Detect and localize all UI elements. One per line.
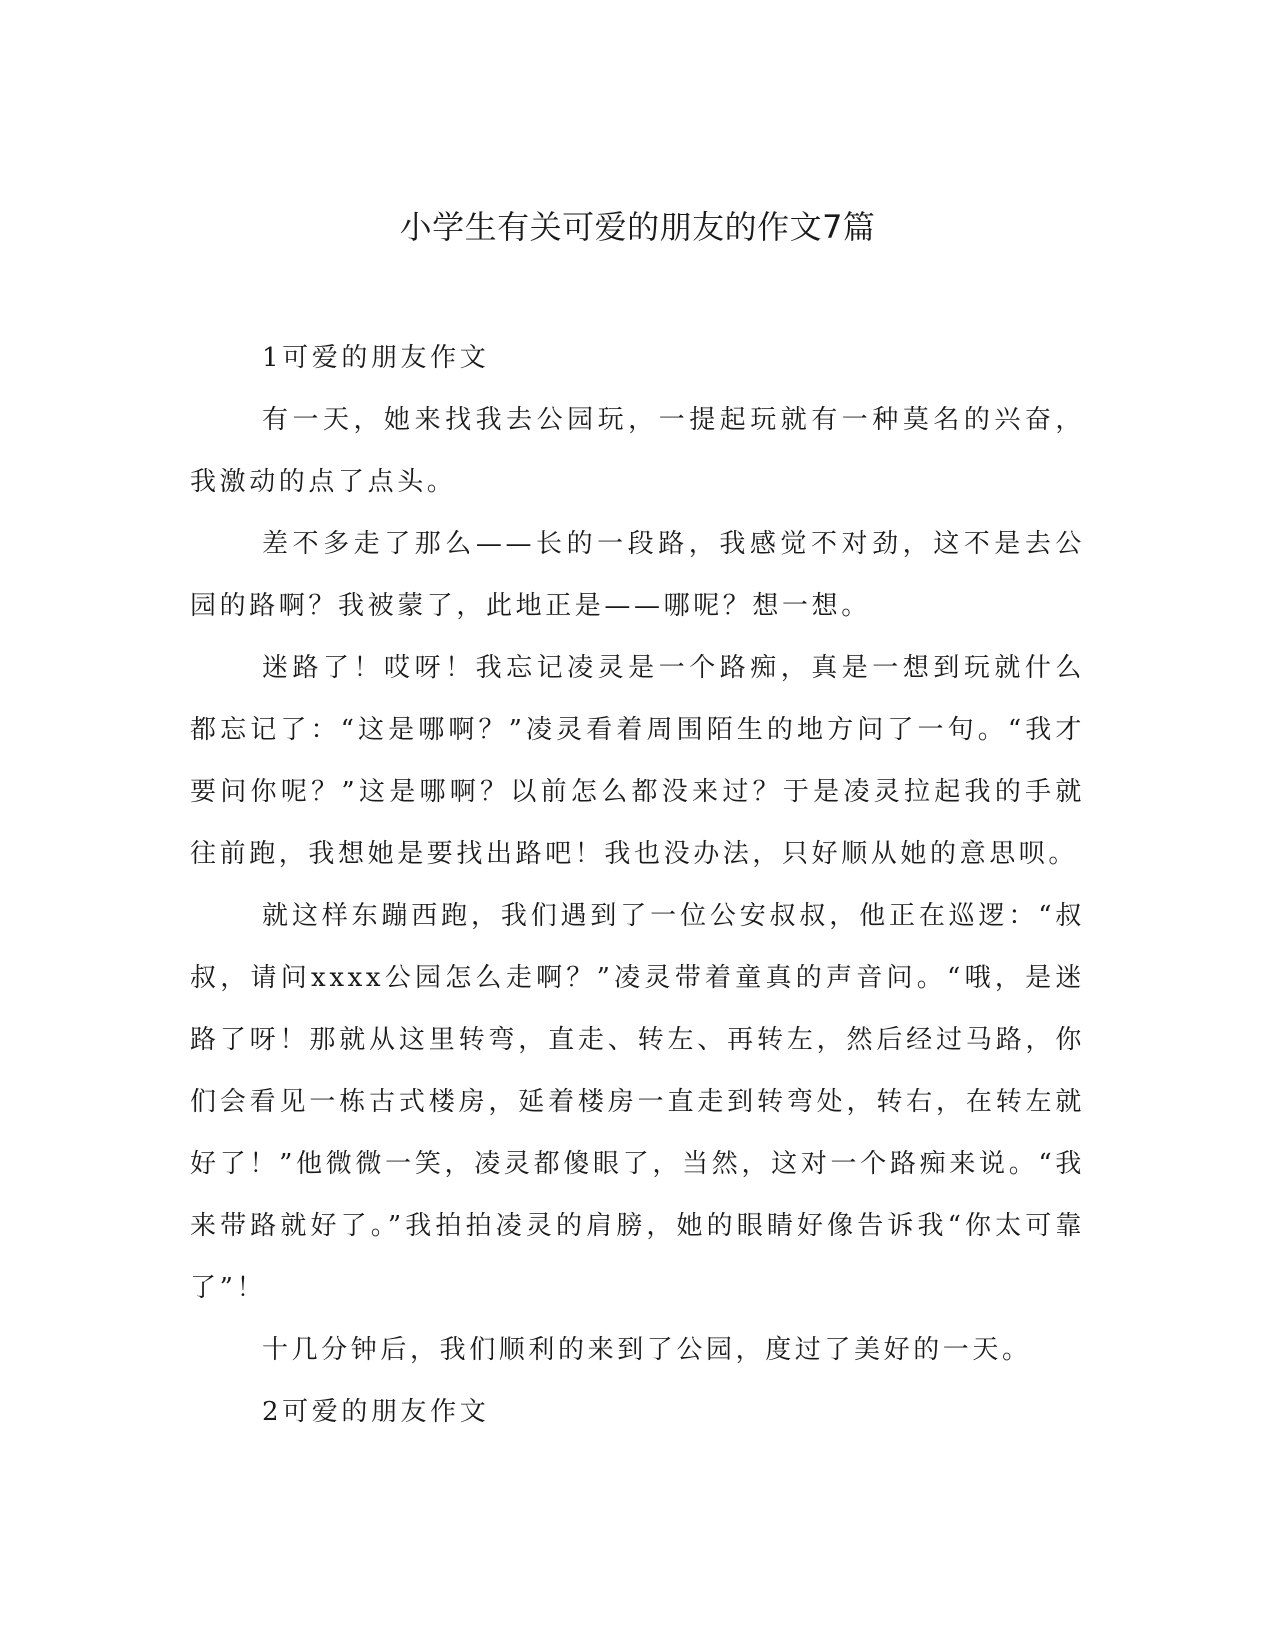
paragraph-1: 有一天，她来找我去公园玩，一提起玩就有一种莫名的兴奋，我激动的点了点头。 [190,405,1085,497]
section-heading-2: 2可爱的朋友作文 [262,1397,490,1427]
paragraph-2: 差不多走了那么——长的一段路，我感觉不对劲，这不是去公园的路啊？我被蒙了，此地正是——哪呢？想一想。 [190,529,1085,621]
paragraph-4: 就这样东蹦西跑，我们遇到了一位公安叔叔，他正在巡逻：“叔叔，请问xxxx公园怎么走啊？”凌灵带着童真的声音问。“哦，是迷路了呀！那就从这里转弯，直走、转左、再转左，然后经过马路，你们会看见一栋古式楼房，延着楼房一直走到转弯处，转右，在转左就好了！”他微微一笑，凌灵都傻眼了，当然，这对一个路痴来说。“我来带路就好了。”我拍拍凌灵的肩膀，她的眼睛好像告诉我“你太可靠了”！ [190,901,1085,1303]
document-body [190,327,1085,1443]
section-heading-1: 1可爱的朋友作文 [262,343,490,373]
paragraph-5: 十几分钟后，我们顺利的来到了公园，度过了美好的一天。 [262,1335,1032,1365]
paragraph-3: 迷路了！哎呀！我忘记凌灵是一个路痴，真是一想到玩就什么都忘记了：“这是哪啊？”凌灵看着周围陌生的地方问了一句。“我才要问你呢？”这是哪啊？以前怎么都没来过？于是凌灵拉起我的手就往前跑，我想她是要找出路吧！我也没办法，只好顺从她的意思呗。 [190,653,1085,869]
document-title: 小学生有关可爱的朋友的作文7篇 [399,208,876,246]
